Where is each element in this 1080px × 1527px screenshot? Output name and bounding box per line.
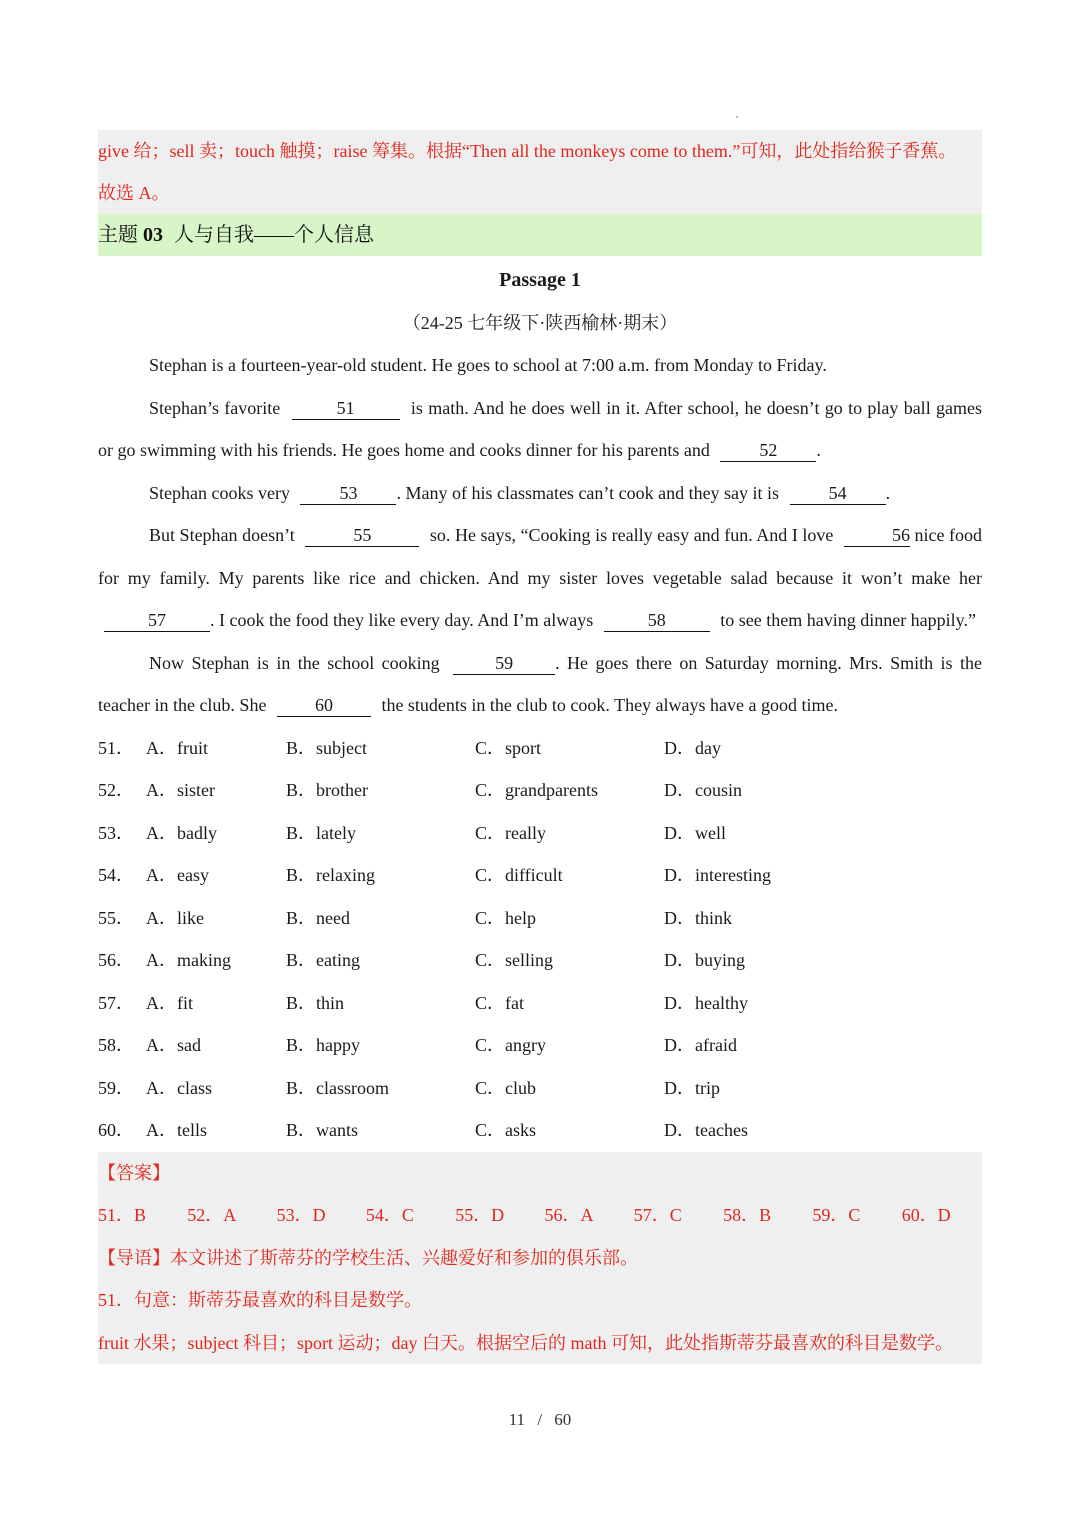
option-b[interactable]: B．subject bbox=[286, 737, 367, 758]
option-c[interactable]: C．club bbox=[475, 1077, 536, 1098]
option-a[interactable]: A．like bbox=[146, 907, 204, 928]
option-b[interactable]: B．brother bbox=[286, 780, 368, 800]
option-a[interactable]: A．badly bbox=[146, 822, 217, 843]
passage-source: （24-25 七年级下·陕西榆林·期末） bbox=[402, 313, 678, 333]
option-d[interactable]: D．well bbox=[664, 822, 726, 843]
option-c[interactable]: C．selling bbox=[475, 950, 554, 970]
paragraph-2 bbox=[98, 387, 982, 472]
paragraph-1-text: Stephan is a fourteen-year-old student. He goes to school at 7:00 a.m. from Monday to Friday. bbox=[149, 355, 827, 375]
answer-item: 53．D bbox=[276, 1205, 326, 1225]
blank-59[interactable]: 59 bbox=[453, 652, 555, 675]
p4-text-a: But Stephan doesn’t bbox=[149, 525, 295, 545]
option-d[interactable]: D．afraid bbox=[664, 1035, 737, 1055]
q51-meaning: 51．句意：斯蒂芬最喜欢的科目是数学。 bbox=[98, 1290, 422, 1310]
question-number: 54． bbox=[98, 865, 134, 885]
option-b[interactable]: B．eating bbox=[286, 950, 360, 970]
q51-explanation: fruit 水果；subject 科目；sport 运动；day 白天。根据空后的 math 可知，此处指斯蒂芬最喜欢的科目是数学。 bbox=[98, 1332, 953, 1353]
blank-58[interactable]: 58 bbox=[604, 609, 710, 632]
answer-item: 59．C bbox=[812, 1205, 861, 1225]
p4-text-e: . I cook the food they like every day. And I’m always bbox=[210, 610, 594, 630]
explanation-line-1: give 给；sell 卖；touch 触摸；raise 筹集。根据“Then all the monkeys come to them.”可知，此处指给猴子香蕉。 bbox=[98, 141, 957, 161]
option-b[interactable]: B．need bbox=[286, 907, 350, 928]
option-a[interactable]: A．making bbox=[146, 950, 231, 970]
scan-dot bbox=[736, 116, 738, 118]
answer-item: 56．A bbox=[544, 1205, 594, 1225]
option-row bbox=[98, 982, 982, 1025]
page-content bbox=[98, 130, 982, 1364]
option-c[interactable]: C．angry bbox=[475, 1035, 546, 1055]
answer-item: 60．D bbox=[901, 1205, 951, 1225]
p4-text-c: so. He says, “Cooking is really easy and fun. And I love bbox=[429, 525, 834, 545]
blank-55[interactable]: 55 bbox=[305, 524, 419, 547]
option-a[interactable]: A．tells bbox=[146, 1120, 207, 1140]
p2-text-c: is math. And he does well in it. After school, he doesn’t go to play ball games or go swimming with his friends. He goes home and cooks dinner for his parents and bbox=[98, 397, 982, 460]
option-c[interactable]: C．asks bbox=[475, 1120, 537, 1140]
question-number: 59． bbox=[98, 1077, 134, 1098]
blank-54[interactable]: 54 bbox=[790, 482, 886, 505]
p2-text-a: Stephan’s favorite bbox=[149, 397, 281, 418]
answer-item: 54．C bbox=[365, 1205, 414, 1225]
question-number: 51． bbox=[98, 737, 134, 758]
page-number bbox=[0, 1410, 1080, 1430]
p5-text-c: . He goes there on Saturday morning. Mrs. Smith is the teacher in the club. She bbox=[98, 652, 982, 715]
answer-heading: 【答案】 bbox=[98, 1162, 170, 1183]
page-current: 11 bbox=[508, 1410, 526, 1429]
topic-prefix: 主题 bbox=[98, 224, 138, 246]
option-d[interactable]: D．think bbox=[664, 907, 733, 928]
answer-item: 57．C bbox=[633, 1205, 682, 1225]
p5-text-d: the students in the club to cook. They always have a good time. bbox=[381, 695, 839, 715]
answer-item: 51．B bbox=[98, 1205, 147, 1225]
question-number: 58． bbox=[98, 1035, 134, 1055]
option-c[interactable]: C．fat bbox=[475, 992, 524, 1013]
answer-item: 55．D bbox=[455, 1205, 505, 1225]
option-c[interactable]: C．sport bbox=[475, 737, 542, 758]
question-number: 53． bbox=[98, 822, 134, 843]
option-a[interactable]: A．sad bbox=[146, 1035, 201, 1055]
blank-52[interactable]: 52 bbox=[720, 439, 816, 462]
options-list bbox=[98, 727, 982, 1152]
paragraph-1 bbox=[98, 344, 982, 387]
option-d[interactable]: D．teaches bbox=[664, 1120, 748, 1140]
option-b[interactable]: B．lately bbox=[286, 822, 356, 843]
answer-list bbox=[98, 1194, 982, 1237]
blank-57[interactable]: 57 bbox=[104, 609, 210, 632]
option-d[interactable]: D．interesting bbox=[664, 865, 771, 885]
p3-text-a: Stephan cooks very bbox=[149, 482, 290, 503]
previous-explanation bbox=[98, 130, 982, 214]
answer-item: 52．A bbox=[187, 1205, 237, 1225]
answer-item: 58．B bbox=[723, 1205, 772, 1225]
passage-title: Passage 1 bbox=[499, 269, 581, 291]
option-row bbox=[98, 854, 982, 897]
paragraph-5 bbox=[98, 642, 982, 727]
p3-text-c: . Many of his classmates can’t cook and they say it is bbox=[396, 482, 780, 503]
option-a[interactable]: A．fit bbox=[146, 992, 193, 1013]
option-d[interactable]: D．buying bbox=[664, 950, 745, 970]
topic-title: 人与自我——个人信息 bbox=[174, 224, 374, 246]
option-c[interactable]: C．grandparents bbox=[475, 780, 598, 800]
question-number: 55． bbox=[98, 907, 134, 928]
option-row bbox=[98, 897, 982, 940]
blank-51[interactable]: 51 bbox=[292, 397, 400, 420]
option-a[interactable]: A．class bbox=[146, 1077, 212, 1098]
answer-guide: 【导语】本文讲述了斯蒂芬的学校生活、兴趣爱好和参加的俱乐部。 bbox=[98, 1247, 638, 1268]
page-separator: / bbox=[537, 1410, 543, 1429]
blank-56[interactable]: 56 bbox=[844, 524, 910, 547]
p5-text-a: Now Stephan is in the school cooking bbox=[149, 652, 440, 673]
topic-heading bbox=[98, 214, 982, 256]
option-row bbox=[98, 1109, 982, 1152]
option-c[interactable]: C．really bbox=[475, 822, 546, 843]
option-d[interactable]: D．day bbox=[664, 737, 721, 758]
page-total: 60 bbox=[554, 1410, 572, 1429]
p3-text-d: . bbox=[885, 482, 891, 503]
option-row bbox=[98, 1024, 982, 1067]
option-row bbox=[98, 812, 982, 855]
question-number: 56． bbox=[98, 950, 134, 970]
blank-60[interactable]: 60 bbox=[277, 694, 371, 717]
option-row bbox=[98, 1067, 982, 1110]
topic-number: 03 bbox=[143, 224, 163, 246]
option-d[interactable]: D．trip bbox=[664, 1077, 720, 1098]
explanation-line-2: 故选 A。 bbox=[98, 183, 170, 203]
question-number: 57． bbox=[98, 992, 134, 1013]
option-b[interactable]: B．thin bbox=[286, 992, 345, 1013]
answer-section bbox=[98, 1152, 982, 1365]
p4-text-f: to see them having dinner happily.” bbox=[720, 610, 976, 630]
paragraph-3 bbox=[98, 472, 982, 515]
option-b[interactable]: B．classroom bbox=[286, 1077, 389, 1098]
option-b[interactable]: B．relaxing bbox=[286, 865, 375, 885]
p2-text-d: . bbox=[816, 440, 821, 460]
option-c[interactable]: C．help bbox=[475, 907, 536, 928]
option-row bbox=[98, 939, 982, 982]
option-b[interactable]: B．happy bbox=[286, 1035, 360, 1055]
option-d[interactable]: D．cousin bbox=[664, 780, 742, 800]
paragraph-4 bbox=[98, 514, 982, 642]
p4-text-d: nice food for my family. My parents like rice and chicken. And my sister loves vegetable salad because it won’t make her bbox=[98, 525, 983, 588]
option-d[interactable]: D．healthy bbox=[664, 992, 748, 1013]
option-a[interactable]: A．fruit bbox=[146, 737, 208, 758]
option-c[interactable]: C．difficult bbox=[475, 865, 563, 885]
question-number: 52． bbox=[98, 780, 134, 800]
blank-53[interactable]: 53 bbox=[300, 482, 396, 505]
option-row bbox=[98, 727, 982, 770]
option-a[interactable]: A．easy bbox=[146, 865, 209, 885]
option-a[interactable]: A．sister bbox=[146, 780, 215, 800]
question-number: 60． bbox=[98, 1120, 134, 1140]
option-row bbox=[98, 769, 982, 812]
option-b[interactable]: B．wants bbox=[286, 1120, 358, 1140]
